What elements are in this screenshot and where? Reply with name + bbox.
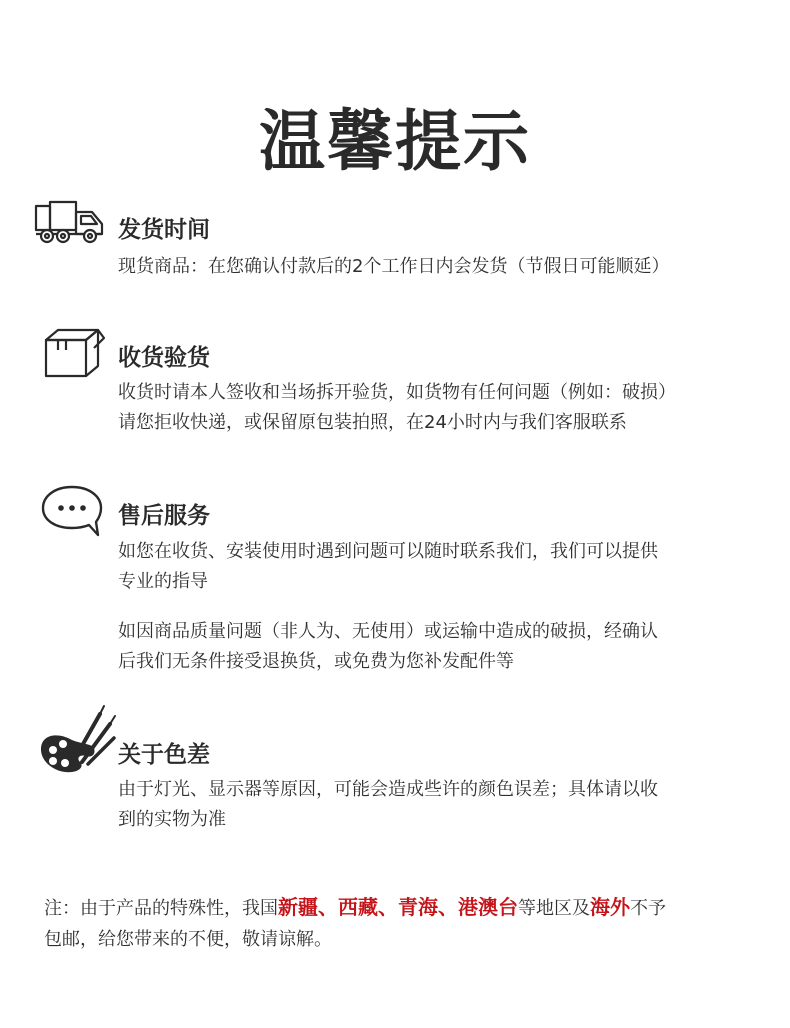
delivery-truck-icon <box>34 200 106 246</box>
chat-bubble-icon <box>40 484 104 538</box>
note-overseas: 海外 <box>590 895 630 919</box>
shipping-note <box>44 890 764 926</box>
note-suffix: 不予 <box>630 898 666 919</box>
after-sales-text-line: 专业的指导 <box>118 571 208 592</box>
box-icon <box>40 326 106 380</box>
shipping-note-line2: 包邮，给您带来的不便，敬请谅解。 <box>44 929 332 950</box>
after-sales-text-line: 如因商品质量问题（非人为、无使用）或运输中造成的破损，经确认 <box>118 621 658 642</box>
section-heading-after-sales: 售后服务 <box>118 503 210 529</box>
receiving-text-line: 请您拒收快递，或保留原包装拍照，在24小时内与我们客服联系 <box>118 412 627 433</box>
note-regions: 新疆、西藏、青海、港澳台 <box>278 895 518 919</box>
page-title: 温馨提示 <box>259 103 531 180</box>
section-heading-shipping: 发货时间 <box>118 217 210 243</box>
color-text-line: 到的实物为准 <box>118 809 226 830</box>
after-sales-text-line: 如您在收货、安装使用时遇到问题可以随时联系我们，我们可以提供 <box>118 541 658 562</box>
palette-brush-icon <box>38 704 116 776</box>
section-heading-color: 关于色差 <box>118 742 210 768</box>
shipping-text-line: 现货商品：在您确认付款后的2个工作日内会发货（节假日可能顺延） <box>118 256 670 277</box>
note-middle: 等地区及 <box>518 898 590 919</box>
note-prefix: 注：由于产品的特殊性，我国 <box>44 898 278 919</box>
section-heading-receiving: 收货验货 <box>118 345 210 371</box>
after-sales-text-line: 后我们无条件接受退换货，或免费为您补发配件等 <box>118 651 514 672</box>
receiving-text-line: 收货时请本人签收和当场拆开验货，如货物有任何问题（例如：破损） <box>118 382 676 403</box>
color-text-line: 由于灯光、显示器等原因，可能会造成些许的颜色误差；具体请以收 <box>118 779 658 800</box>
